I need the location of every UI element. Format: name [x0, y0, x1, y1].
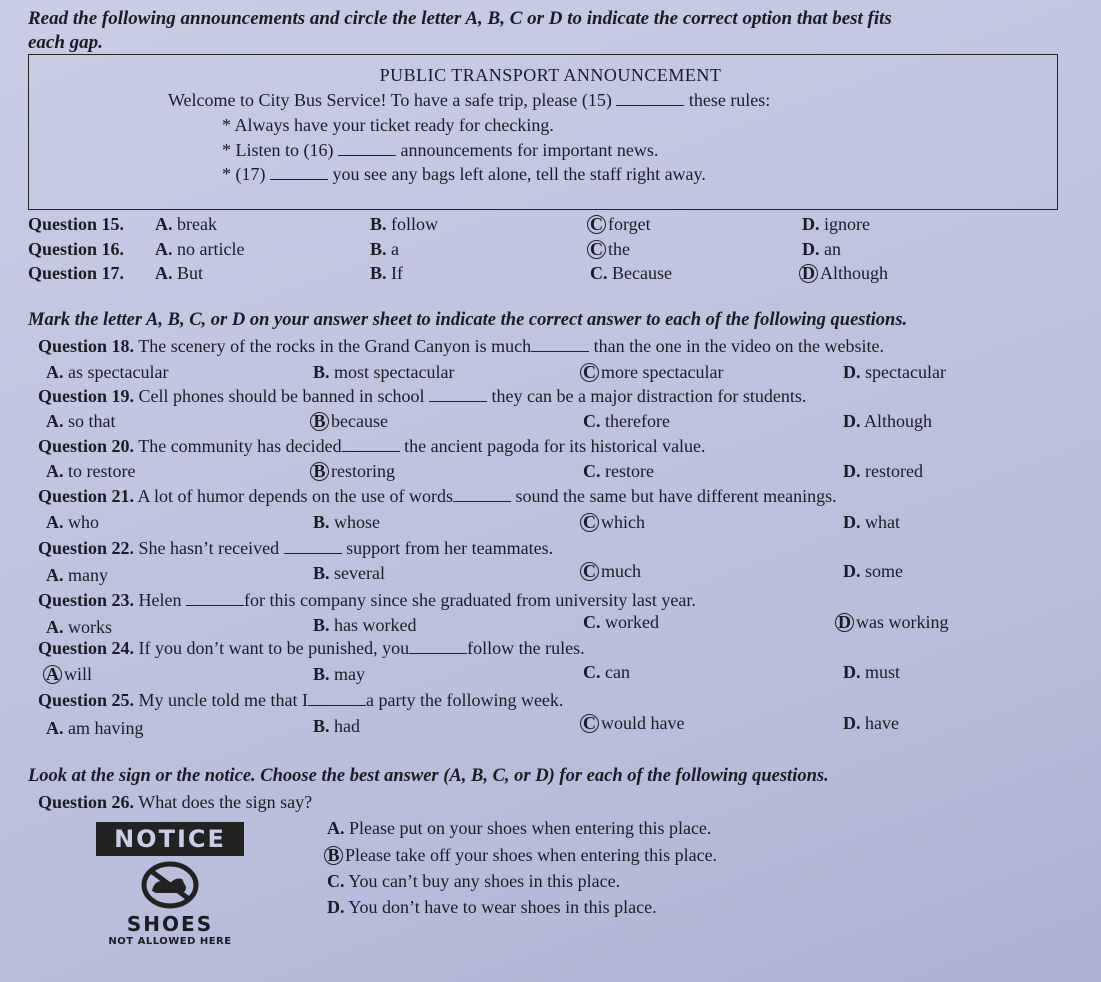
option-b[interactable]: B. If — [370, 263, 404, 283]
answer-circle: C — [580, 714, 599, 733]
announcement-line3-b: announcements for important news. — [400, 140, 659, 160]
question-stem: Question 26. What does the sign say? — [38, 792, 313, 812]
option-d[interactable]: D. some — [843, 561, 903, 581]
notice-shoes-word: SHOES — [126, 912, 214, 936]
option-a[interactable]: A. Please put on your shoes when entering this place. — [327, 818, 712, 838]
answer-gap[interactable] — [531, 337, 589, 352]
option-d[interactable]: D. Although — [843, 411, 933, 431]
question-stem: Question 22. She hasn’t received support from her teammates. — [38, 538, 554, 558]
option-d[interactable]: D. must — [843, 662, 901, 682]
option-c[interactable]: C. Because — [590, 263, 672, 283]
option-b[interactable]: B. whose — [313, 512, 381, 532]
option-b[interactable]: B. several — [313, 563, 385, 583]
answer-gap[interactable] — [342, 437, 400, 452]
option-a[interactable]: A. so that — [46, 411, 116, 431]
question-stem: Question 19. Cell phones should be banned in school they can be a major distraction for students. — [38, 386, 807, 406]
answer-circle: D — [799, 264, 818, 283]
option-c-circled[interactable]: C much — [583, 561, 641, 582]
answer-circle: C — [587, 240, 606, 259]
option-c-circled[interactable]: C forget — [590, 214, 651, 235]
option-c[interactable]: C. You can’t buy any shoes in this place. — [327, 871, 621, 891]
no-shoes-icon — [140, 860, 200, 910]
announcement-line1-a: Welcome to City Bus Service! To have a safe trip, please (15) — [168, 90, 612, 110]
option-b-circled[interactable]: B restoring — [313, 461, 395, 482]
option-c-circled[interactable]: C the — [590, 239, 630, 260]
instruction-part1-line2: each gap. — [28, 32, 103, 53]
option-b[interactable]: B. has worked — [313, 615, 417, 635]
announcement-line1-b: these rules: — [688, 90, 771, 110]
option-d-circled[interactable]: D Although — [802, 263, 888, 284]
option-b[interactable]: B. may — [313, 664, 366, 684]
announcement-line3 — [222, 140, 658, 161]
option-a[interactable]: A. many — [46, 565, 108, 585]
option-d[interactable]: D. You don’t have to wear shoes in this place. — [327, 897, 657, 917]
answer-gap[interactable] — [308, 691, 366, 706]
answer-circle: C — [580, 513, 599, 532]
answer-gap[interactable] — [453, 487, 511, 502]
option-c[interactable]: C. therefore — [583, 411, 670, 431]
option-d[interactable]: D. what — [843, 512, 900, 532]
answer-circle: B — [310, 412, 329, 431]
announcement-line4 — [222, 164, 706, 185]
option-a[interactable]: A. am having — [46, 718, 144, 738]
option-b[interactable]: B. had — [313, 716, 361, 736]
answer-gap[interactable] — [284, 539, 342, 554]
option-a[interactable]: A. no article — [155, 239, 245, 259]
announcement-title: PUBLIC TRANSPORT ANNOUNCEMENT — [379, 65, 722, 85]
option-d[interactable]: D. an — [802, 239, 841, 259]
option-a[interactable]: A. to restore — [46, 461, 136, 481]
answer-circle: B — [324, 846, 343, 865]
question-stem: Question 24. If you don’t want to be punished, you follow the rules. — [38, 638, 585, 658]
gap-15[interactable] — [616, 91, 684, 106]
question-stem: Question 21. A lot of humor depends on the use of words sound the same but have different meanings. — [38, 486, 837, 506]
instruction-part2: Mark the letter A, B, C, or D on your answer sheet to indicate the correct answer to each of the following questions. — [28, 310, 908, 330]
option-c[interactable]: C. worked — [583, 612, 659, 632]
option-a[interactable]: A. But — [155, 263, 204, 283]
question-stem: Question 25. My uncle told me that I a party the following week. — [38, 690, 564, 710]
question-stem: Question 18. The scenery of the rocks in the Grand Canyon is much than the one in the video on the website. — [38, 336, 885, 356]
answer-gap[interactable] — [409, 639, 467, 654]
option-a[interactable]: A. who — [46, 512, 99, 532]
announcement-line4-a: * (17) — [222, 164, 266, 184]
instruction-part1-line1: Read the following announcements and circle the letter A, B, C or D to indicate the correct option that best fits — [28, 8, 892, 29]
question-stem: Question 20. The community has decided the ancient pagoda for its historical value. — [38, 436, 706, 456]
question-label: Question 15. — [28, 214, 125, 234]
gap-17[interactable] — [270, 165, 328, 180]
option-b[interactable]: B. most spectacular — [313, 362, 455, 382]
option-d[interactable]: D. spectacular — [843, 362, 946, 382]
option-a[interactable]: A. works — [46, 617, 112, 637]
option-a[interactable]: A. break — [155, 214, 217, 234]
option-a-circled[interactable]: A will — [46, 664, 92, 685]
announcement-line4-b: you see any bags left alone, tell the staff right away. — [332, 164, 706, 184]
announcement-line2: * Always have your ticket ready for checking. — [222, 115, 554, 135]
option-b-circled[interactable]: B Please take off your shoes when entering this place. — [327, 845, 717, 866]
option-d-circled[interactable]: D was working — [838, 612, 949, 633]
answer-circle: D — [835, 613, 854, 632]
announcement-line1 — [168, 90, 770, 111]
answer-circle: B — [310, 462, 329, 481]
answer-circle: A — [43, 665, 62, 684]
option-c-circled[interactable]: C more spectacular — [583, 362, 723, 383]
option-c-circled[interactable]: C would have — [583, 713, 684, 734]
answer-circle: C — [580, 363, 599, 382]
option-d[interactable]: D. restored — [843, 461, 923, 481]
notice-title: NOTICE — [96, 822, 244, 856]
option-a[interactable]: A. as spectacular — [46, 362, 169, 382]
option-b[interactable]: B. a — [370, 239, 400, 259]
notice-subtitle: NOT ALLOWED HERE — [108, 936, 232, 947]
answer-gap[interactable] — [186, 591, 244, 606]
option-b[interactable]: B. follow — [370, 214, 439, 234]
option-c[interactable]: C. restore — [583, 461, 654, 481]
announcement-line3-a: * Listen to (16) — [222, 140, 334, 160]
answer-circle: C — [587, 215, 606, 234]
question-label: Question 17. — [28, 263, 125, 283]
question-label: Question 16. — [28, 239, 125, 259]
option-d[interactable]: D. ignore — [802, 214, 870, 234]
option-c[interactable]: C. can — [583, 662, 630, 682]
option-d[interactable]: D. have — [843, 713, 899, 733]
gap-16[interactable] — [338, 141, 396, 156]
option-c-circled[interactable]: C which — [583, 512, 645, 533]
question-stem: Question 23. Helen for this company since she graduated from university last year. — [38, 590, 696, 610]
answer-circle: C — [580, 562, 599, 581]
answer-gap[interactable] — [429, 387, 487, 402]
option-b-circled[interactable]: B because — [313, 411, 388, 432]
notice-sign — [96, 822, 244, 956]
instruction-part3: Look at the sign or the notice. Choose the best answer (A, B, C, or D) for each of the following questions. — [28, 766, 829, 786]
